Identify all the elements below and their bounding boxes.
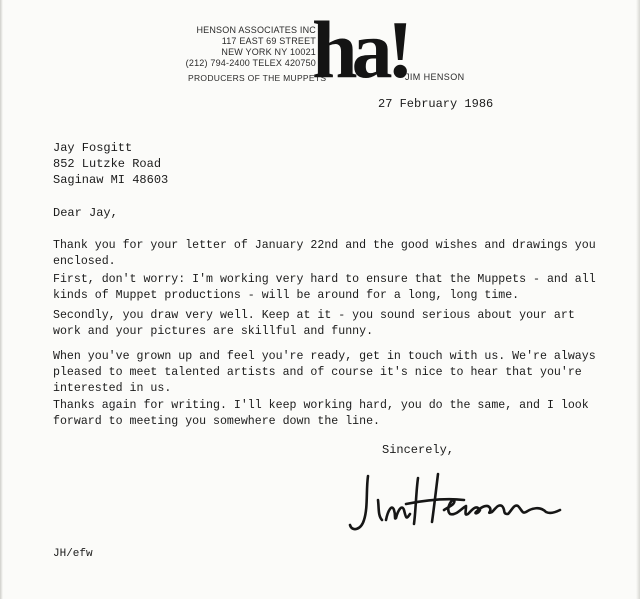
typist-initials: JH/efw — [53, 548, 93, 560]
recipient-address — [53, 140, 168, 188]
salutation: Dear Jay, — [53, 206, 118, 220]
address-line: 117 EAST 69 STREET — [221, 36, 316, 46]
address-line: (212) 794-2400 TELEX 420750 — [185, 58, 316, 68]
paper-edge-right — [636, 0, 640, 599]
ha-logo: ha! — [312, 4, 408, 95]
body-paragraph: Thanks again for writing. I'll keep working hard, you do the same, and I look forward to meeting you somewhere down the line. — [53, 399, 589, 428]
body-paragraph: First, don't worry: I'm working very hard to ensure that the Muppets - and all kinds of Muppet productions - will be around for a long, long time. — [53, 273, 596, 302]
recipient-line: Jay Fosgitt — [53, 141, 133, 155]
body-paragraph: Secondly, you draw very well. Keep at it - you sound serious about your art work and your pictures are skillful and funny. — [53, 309, 575, 338]
letterhead-address — [168, 25, 316, 69]
letterhead-producers: PRODUCERS OF THE MUPPETS — [188, 73, 327, 83]
paper-edge-left — [0, 0, 3, 599]
letter-date: 27 February 1986 — [378, 97, 494, 111]
address-line: HENSON ASSOCIATES INC — [196, 25, 316, 35]
address-line: NEW YORK NY 10021 — [221, 47, 316, 57]
recipient-line: 852 Lutzke Road — [53, 157, 162, 171]
body-paragraph: When you've grown up and feel you're ready, get in touch with us. We're always pleased to meet talented artists and of course it's nice to hear that you're interested in us. — [53, 350, 596, 395]
recipient-line: Saginaw MI 48603 — [53, 173, 169, 187]
closing: Sincerely, — [382, 443, 455, 457]
signature — [346, 470, 566, 542]
letterhead-name: JIM HENSON — [405, 72, 465, 82]
body-paragraph: Thank you for your letter of January 22nd and the good wishes and drawings you enclosed. — [53, 239, 596, 268]
